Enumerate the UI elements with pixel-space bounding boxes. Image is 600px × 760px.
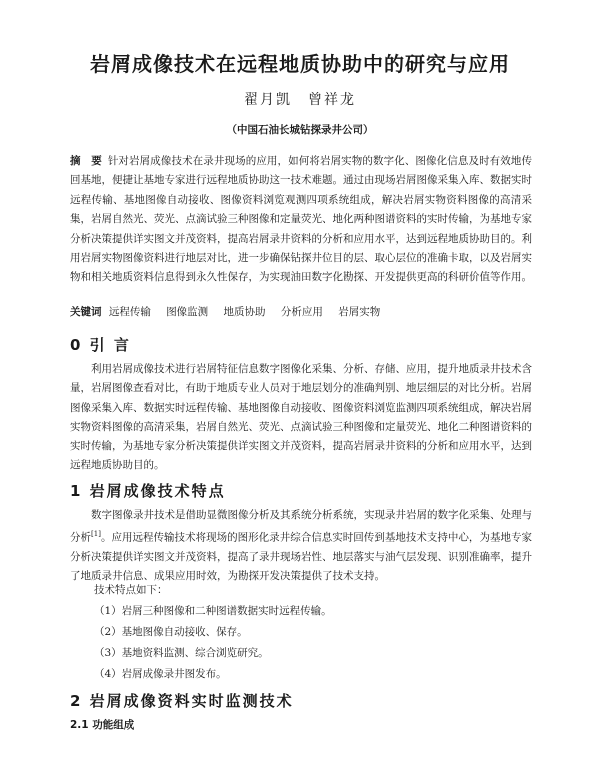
feature-item: （2）基地图像自动接收、保存。 [94,626,248,638]
section-1-text-a: 数字图像录井技术是借助显微图像分析及其系统分析系统，实现录井岩屑的数字化采集、处理与分析 [70,509,532,544]
section-2-1-heading: 2.1 功能组成 [70,719,135,731]
section-1-text-b: 。应用远程传输技术将现场的图形化录井综合信息实时回传到基地技术支持中心，为基地专家分析决策提供详实图文并茂资料，提高了录井现场岩性、地层落实与油气层发现、识别准确率，提升了地质录井信息、成果应用时效，为勘探开发决策提供了技术支持。 [70,531,533,583]
keyword: 岩屑实物 [338,306,381,318]
abstract-text: 针对岩屑成像技术在录井现场的应用，如何将岩屑实物的数字化、图像化信息及时有效地传回基地，便捷让基地专家进行远程地质协助这一技术难题。通过由现场岩屑图像采集入库、数据实时远程传输、基地图像自动接收、图像资料浏览观测四项系统组成，解决岩屑实物资料图像的高清采集，岩屑自然光、荧光、点滴试验三种图像和定量荧光、地化两种图谱资料的实时传输，为基地专家分析决策提供详实图文并茂资料，提高岩屑录井资料的分析和应用水平，达到远程地质协助目的。利用岩屑实物图像资料进行地层对比，进一步确保钻探井位目的层、取心层位的准确卡取，以及岩屑实物和相关地质资料信息得到永久性保存，为实现油田数字化勘探、开发提供更高的科研价值等作用。 [70,155,533,284]
citation-ref: [1] [91,530,101,539]
keywords-block [70,304,532,319]
features-intro: 技术特点如下： [94,584,168,596]
section-2-heading: 2 岩屑成像资料实时监测技术 [70,692,294,710]
abstract-block [70,152,532,288]
keyword: 地质协助 [223,306,266,318]
keywords-label: 关键词 [70,306,102,318]
section-1-heading: 1 岩屑成像技术特点 [70,482,226,500]
section-1-paragraph [70,506,532,587]
keyword: 图像监测 [166,306,209,318]
keyword: 分析应用 [280,306,323,318]
paper-affiliation: （中国石油长城钻探录井公司） [226,124,374,136]
abstract-label: 摘 要 [70,155,102,167]
section-0-heading: 0 引 言 [70,336,131,354]
section-0-paragraph: 利用岩屑成像技术进行岩屑特征信息数字图像化采集、分析、存储、应用，提升地质录井技术含量，岩屑图像查看对比，有助于地质专业人员对于地层划分的准确判别、地层细层的对比分析。岩屑图像采集入库、数据实时远程传输、基地图像自动接收、图像资料浏览监测四项系统组成，解决岩屑实物资料图像的高清采集，岩屑自然光、荧光、点滴试验三种图像和定量荧光、地化二种图谱资料的实时传输，为基地专家分析决策提供详实图文并茂资料，提高岩屑录井资料的分析和应用水平，达到远程地质协助目的。 [70,363,532,472]
paper-authors: 翟月凯 曾祥龙 [244,92,356,108]
feature-item: （4）岩屑成像录井图发布。 [94,668,227,680]
paper-title: 岩屑成像技术在远程地质协助中的研究与应用 [90,52,510,76]
feature-item: （1）岩屑三种图像和二种图谱数据实时远程传输。 [94,605,332,617]
keyword: 远程传输 [108,306,151,318]
feature-item: （3）基地资料监测、综合浏览研究。 [94,647,269,659]
